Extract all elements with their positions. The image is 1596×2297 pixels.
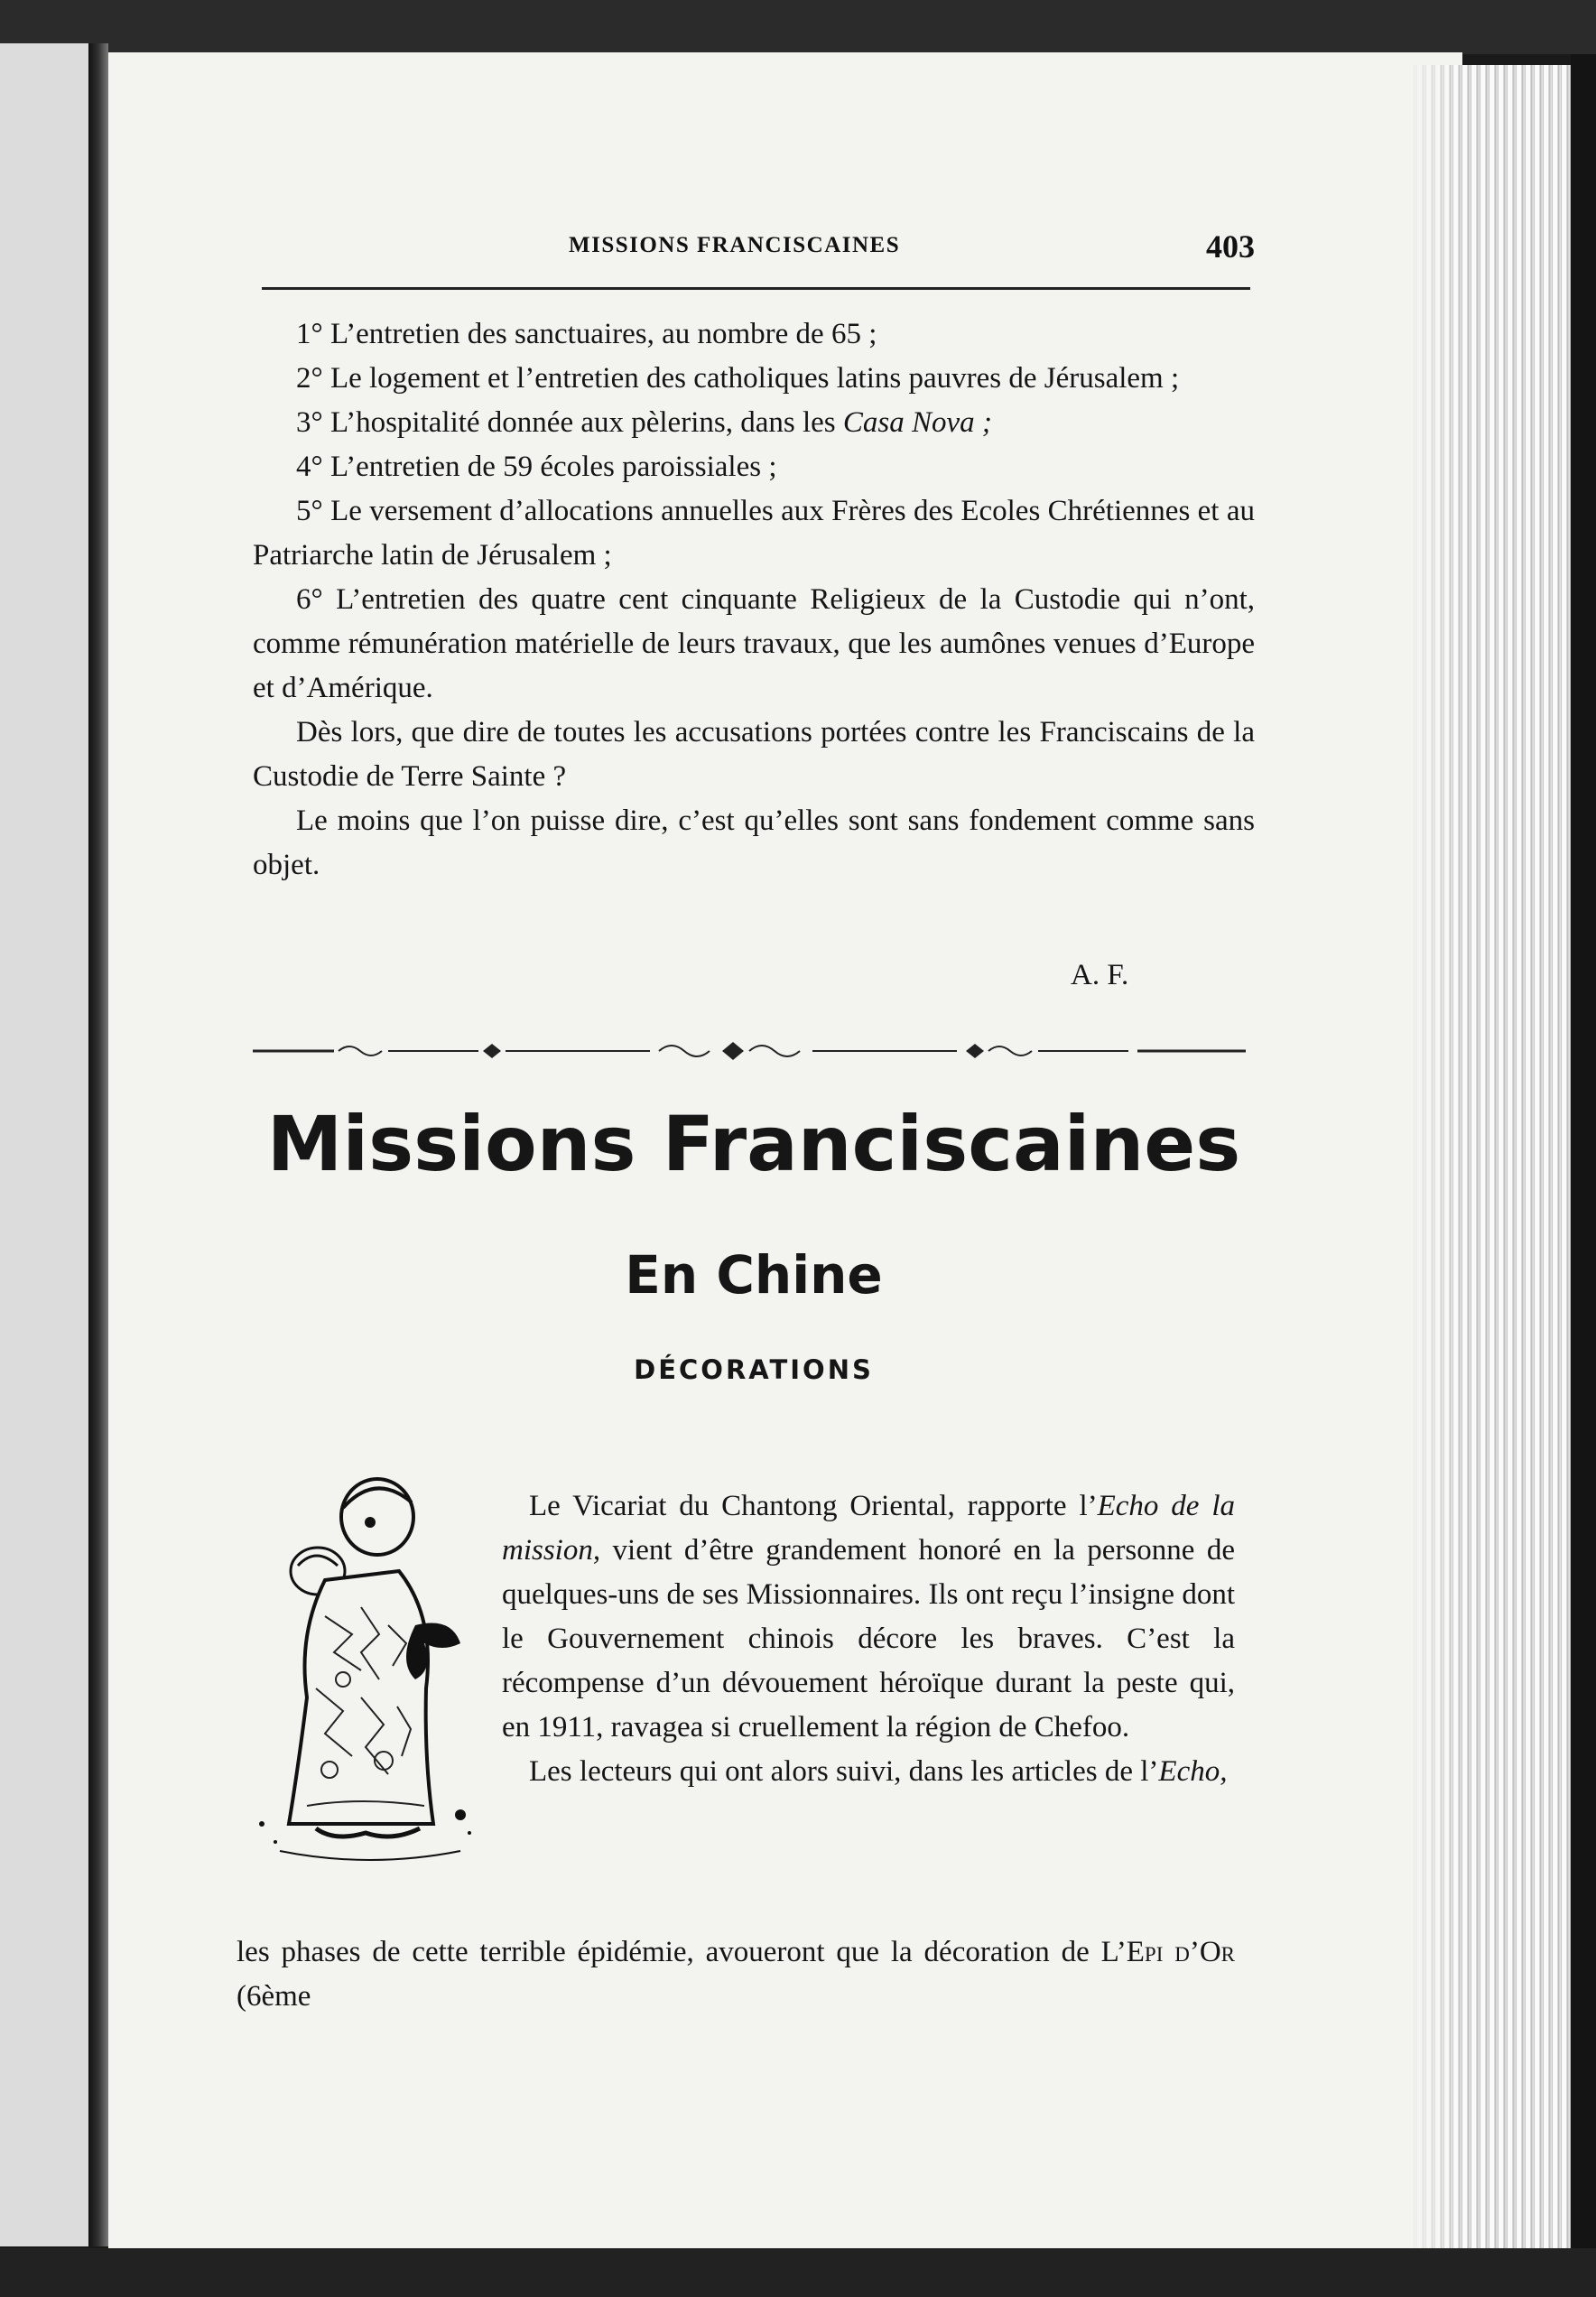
book-gutter — [88, 43, 108, 2246]
article-paragraph-2: les phases de cette terrible épidémie, avoueront que la décoration de L’Epi d’Or (6ème — [237, 1936, 1235, 2013]
section-heading: DÉCORATIONS — [634, 1354, 874, 1385]
list-item: 2° Le logement et l’entretien des catholiques latins pauvres de Jérusalem ; — [296, 362, 1180, 395]
article-title: Missions Franciscaines — [266, 1100, 1241, 1188]
list-item: 4° L’entretien de 59 écoles paroissiales ; — [296, 451, 777, 483]
photo-right-border — [1571, 54, 1596, 2257]
list-section — [253, 312, 1255, 888]
photo-top-border — [0, 0, 1596, 54]
list-item: 6° L’entretien des quatre cent cinquante Religieux de la Custodie qui n’ont, comme rémunération matérielle de leurs travaux, que les aumônes venues d’Europe et d’Amérique. — [253, 583, 1256, 704]
page-number: 403 — [1206, 228, 1255, 265]
list-item: 5° Le versement d’allocations annuelles aux Frères des Ecoles Chrétiennes et au Patriarche latin de Jérusalem ; — [253, 495, 1256, 572]
photo-bottom-border — [0, 2248, 1596, 2297]
page-edge-fade — [1408, 65, 1462, 2250]
list-item: 1° L’entretien des sanctuaires, au nombre de 65 ; — [296, 318, 877, 350]
chinese-figure-carrying-child-illustration — [244, 1472, 496, 1887]
closing-paragraph: Le moins que l’on puisse dire, c’est qu’elles sont sans fondement comme sans objet. — [253, 804, 1255, 881]
author-signature: A. F. — [1071, 959, 1129, 991]
ornamental-divider — [253, 1037, 1246, 1065]
header-rule — [262, 287, 1250, 290]
running-head — [262, 228, 1255, 282]
article-subtitle: En Chine — [625, 1244, 883, 1306]
facing-page-edge — [0, 43, 88, 2246]
article-paragraph-1: Le Vicariat du Chantong Oriental, rapporte l’Echo de la mission, vient d’être grandement honoré en la personne de quelques-uns de ses Missionnaires. Ils ont reçu l’insigne dont le Gouvernement chinois décore les braves. C’est la récompense d’un dévouement héroïque durant la peste qui, en 1911, ravagea si cruellement la région de Chefoo. Les lecteurs qui ont alors suivi, dans les articles de l’Echo, — [502, 1490, 1235, 1788]
list-item: 3° L’hospitalité donnée aux pèlerins, dans les Casa Nova ; — [296, 406, 992, 439]
running-head-title: MISSIONS FRANCISCAINES — [569, 233, 901, 257]
closing-paragraph: Dès lors, que dire de toutes les accusations portées contre les Franciscains de la Custodie de Terre Sainte ? — [253, 716, 1255, 793]
